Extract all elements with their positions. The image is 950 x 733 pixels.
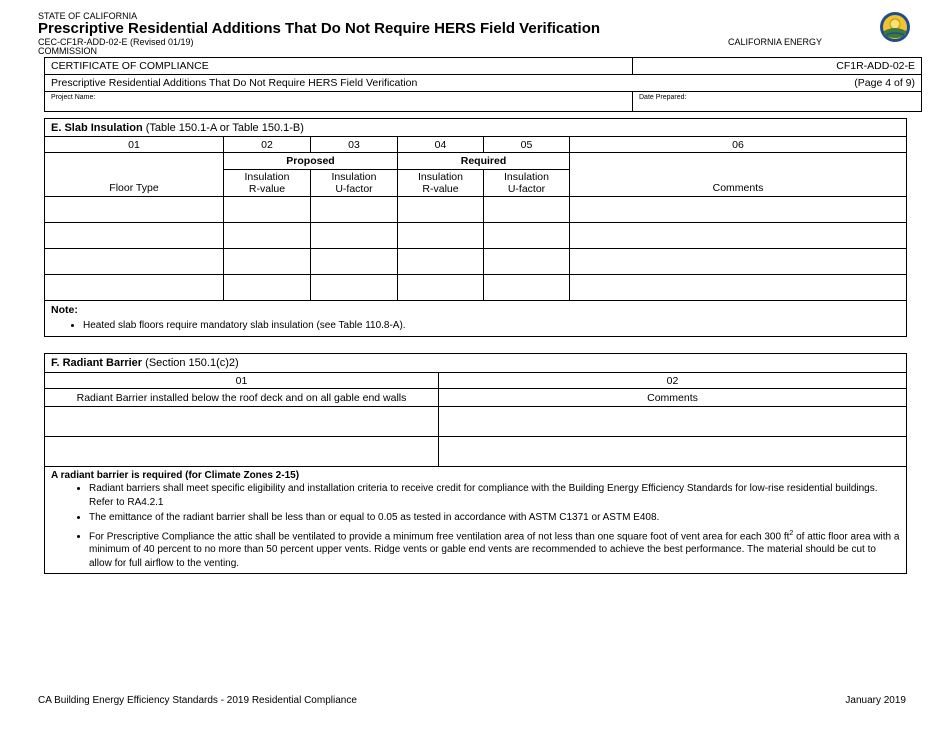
proposed-u-factor-header: Insulation U-factor [311,170,398,197]
table-cell[interactable] [224,223,311,249]
table-cell[interactable] [570,223,907,249]
table-cell[interactable] [224,249,311,275]
certificate-label: CERTIFICATE OF COMPLIANCE [45,58,633,75]
table-row [45,275,907,301]
table-cell[interactable] [570,275,907,301]
table-row [45,407,907,437]
note-label: Note: [51,304,78,316]
radiant-comments-header: Comments [439,389,907,407]
table-row [45,437,907,467]
radiant-barrier-header: Radiant Barrier installed below the roof deck and on all gable end walls [45,389,439,407]
table-cell[interactable] [439,407,907,437]
table-cell[interactable] [311,223,398,249]
table-cell[interactable] [45,249,224,275]
table-row [45,223,907,249]
table-cell[interactable] [45,407,439,437]
table-cell[interactable] [224,197,311,223]
table-cell[interactable] [45,223,224,249]
radiant-barrier-table [44,353,907,574]
table-cell[interactable] [484,249,570,275]
form-code: CEC-CF1R-ADD-02-E (Revised 01/19) [38,37,194,47]
col-number: 01 [45,137,224,153]
table-cell[interactable] [45,275,224,301]
table-cell[interactable] [311,275,398,301]
project-name-label: Project Name: [51,94,96,101]
required-header: Required [398,153,570,170]
col-number: 02 [224,137,311,153]
form-code-box: CF1R-ADD-02-E [633,58,922,75]
col-number: 04 [398,137,484,153]
required-r-value-header: Insulation R-value [398,170,484,197]
page-title: Prescriptive Residential Additions That Do Not Require HERS Field Verification [38,20,601,37]
table-cell[interactable] [439,437,907,467]
note-item: • Heated slab floors require mandatory slab insulation (see Table 110.8-A). [83,319,900,333]
floor-type-header: Floor Type [45,153,224,197]
col-number: 01 [45,373,439,389]
note-item: • The emittance of the radiant barrier shall be less than or equal to 0.05 as tested in accordance with ASTM C1371 or ASTM E408. [89,511,900,525]
slab-insulation-table [44,118,907,337]
table-cell[interactable] [224,275,311,301]
table-cell[interactable] [398,223,484,249]
table-cell[interactable] [484,197,570,223]
table-cell[interactable] [311,249,398,275]
page-number: (Page 4 of 9) [633,75,922,92]
table-cell[interactable] [45,437,439,467]
table-cell[interactable] [398,275,484,301]
col-number: 02 [439,373,907,389]
col-number: 03 [311,137,398,153]
note-item: • Radiant barriers shall meet specific eligibility and installation criteria to receive credit for compliance with the Building Energy Efficiency Standards for low-rise residential buildings. Refer to RA4.2.1 [89,482,900,509]
required-u-factor-header: Insulation U-factor [484,170,570,197]
table-cell[interactable] [45,197,224,223]
table-cell[interactable] [570,197,907,223]
table-row [45,197,907,223]
proposed-header: Proposed [224,153,398,170]
date-prepared-label: Date Prepared: [639,94,687,101]
project-name-field[interactable] [45,92,633,112]
table-row [45,249,907,275]
footer-left: CA Building Energy Efficiency Standards - 2019 Residential Compliance [38,695,357,706]
radiant-section-title: F. Radiant Barrier (Section 150.1(c)2) [45,354,907,373]
california-energy-seal-icon [877,11,913,43]
slab-note [45,301,907,337]
col-number: 05 [484,137,570,153]
radiant-notes [45,467,907,574]
table-cell[interactable] [484,223,570,249]
table-cell[interactable] [398,249,484,275]
slab-section-title: E. Slab Insulation (Table 150.1-A or Table 150.1-B) [45,119,907,137]
col-number: 06 [570,137,907,153]
comments-header: Comments [570,153,907,197]
certificate-subtitle: Prescriptive Residential Additions That Do Not Require HERS Field Verification [45,75,633,92]
table-cell[interactable] [484,275,570,301]
table-cell[interactable] [398,197,484,223]
certificate-header [44,57,922,112]
state-label: STATE OF CALIFORNIA [38,11,138,21]
radiant-notes-heading: A radiant barrier is required (for Climate Zones 2-15) [51,470,300,481]
footer-right: January 2019 [845,695,906,706]
commission-label: COMMISSION [38,46,98,56]
note-item: • For Prescriptive Compliance the attic shall be ventilated to provide a minimum free ventilation area of not less than one square foot of vent area for each 300 $ft^2$ of attic floor area with a minimum of 40 percent to no more than 50 percent upper vents. Ridge vents or gable end vents are recommended to achieve the best performance. The material should be cut to allow for full airflow to the venting. [89,527,900,571]
proposed-r-value-header: Insulation R-value [224,170,311,197]
date-prepared-field[interactable] [633,92,922,112]
table-cell[interactable] [570,249,907,275]
table-cell[interactable] [311,197,398,223]
agency-label: CALIFORNIA ENERGY [728,37,823,47]
